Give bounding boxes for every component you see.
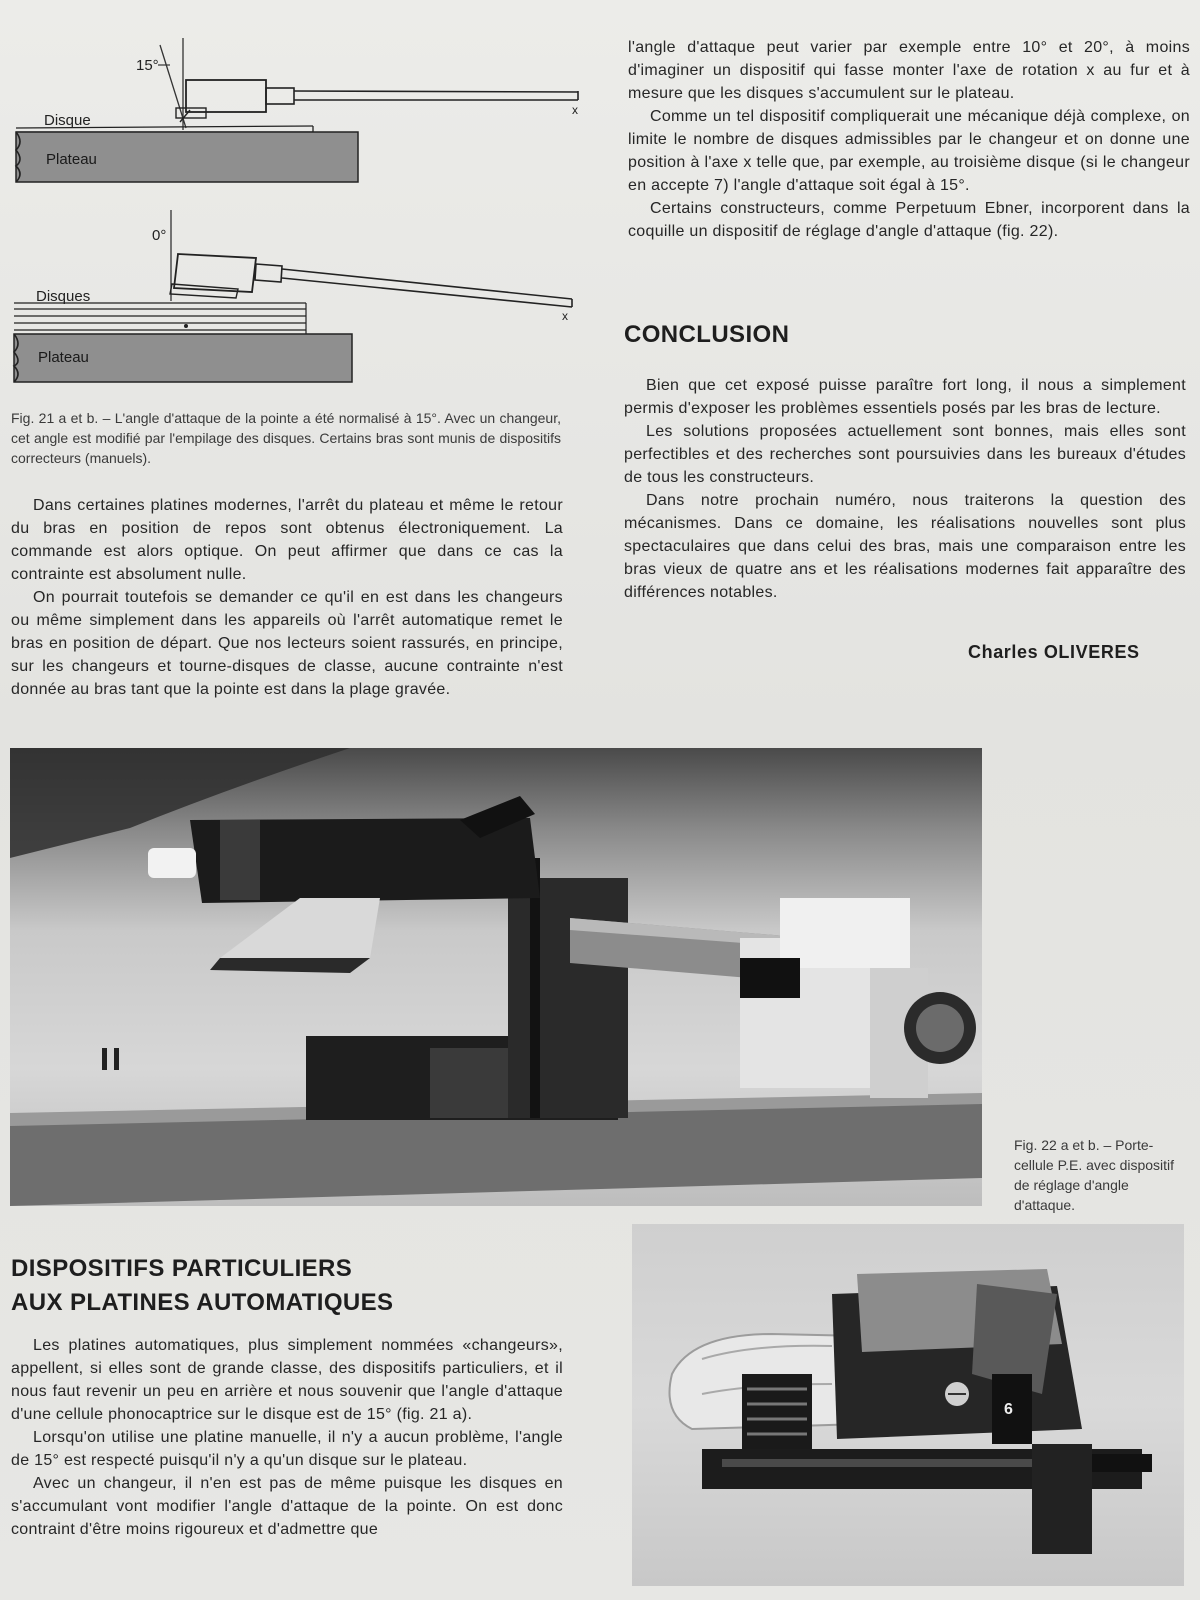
paragraph: Certains constructeurs, comme Perpetuum Ebner, incorporent dans la coquille un dispositif de réglage d'angle d'attaque (fig. 22).: [628, 200, 1190, 240]
figure-22a-photo: [10, 748, 982, 1206]
stylus-tip: [148, 848, 196, 878]
paragraph: Dans certaines platines modernes, l'arrêt du plateau et même le retour du bras en position de repos sont obtenus électroniquement. La commande est alors optique. On peut affirmer que dans ce cas la contrainte est absolument nulle.: [11, 497, 563, 583]
section-heading: [11, 1252, 431, 1320]
angle-label-0: 0°: [152, 227, 167, 244]
platter-label: Plateau: [46, 151, 97, 168]
cartridge-body: [186, 80, 266, 112]
section-automatic-text: [11, 1334, 563, 1541]
figure-21a-diagram: [8, 30, 598, 195]
conclusion-heading: CONCLUSION: [624, 321, 790, 348]
tonearm-headshell-illustration: [10, 748, 982, 1206]
paragraph: Lorsqu'on utilise une platine manuelle, il n'y a aucun problème, l'angle de 15° est respecté puisqu'il n'y a qu'un disque sur le plateau.: [11, 1429, 563, 1469]
figure-21-caption: Fig. 21 a et b. – L'angle d'attaque de la pointe a été normalisé à 15°. Avec un changeur, cet angle est modifié par l'empilage des disques. Certains bras sont munis de dispositifs correcteurs (manuels).: [11, 410, 561, 466]
cartridge-body: [174, 254, 256, 292]
headshell-detail-illustration: [632, 1224, 1184, 1586]
cartridge-wedge: [220, 898, 380, 958]
tonearm: [294, 91, 578, 92]
tonearm: [282, 269, 572, 299]
author-signature: Charles OLIVERES: [968, 642, 1140, 662]
dial-marking: 6: [1004, 1401, 1013, 1418]
figure-22b-photo: [632, 1224, 1184, 1586]
axis-x-label: x: [572, 103, 578, 117]
paragraph: l'angle d'attaque peut varier par exemple entre 10° et 20°, à moins d'imaginer un dispositif qui fasse monter l'axe de rotation x au fur et à mesure que les disques s'accumulent sur le plateau.: [628, 39, 1190, 102]
figure-21b-diagram: [6, 206, 596, 391]
platter-label: Plateau: [38, 349, 89, 366]
angle-label-15: 15°: [136, 57, 159, 74]
paragraph: On pourrait toutefois se demander ce qu'il en est dans les changeurs ou même simplement dans les appareils où l'arrêt automatique remet le bras en position de départ. Que nos lecteurs soient rassurés, en principe, sur les changeurs et tourne-disques de classe, aucune contrainte n'est donnée au bras tant que la pointe est dans la plage gravée.: [11, 589, 563, 698]
figure-22-caption: Fig. 22 a et b. – Porte-cellule P.E. avec dispositif de réglage d'angle d'attaque.: [1014, 1137, 1175, 1213]
paragraph: Avec un changeur, il n'en est pas de même puisque les disques en s'accumulant vont modifier l'angle d'attaque de la pointe. On est donc contraint d'être moins rigoureux et d'admettre que: [11, 1475, 563, 1538]
axis-x-label: x: [562, 309, 568, 323]
conclusion-text: [624, 374, 1186, 604]
section-heading-line-1: DISPOSITIFS PARTICULIERS: [11, 1255, 353, 1282]
left-column-top-text: [11, 494, 563, 701]
discs-label: Disques: [36, 288, 91, 305]
section-heading-line-2: AUX PLATINES AUTOMATIQUES: [11, 1289, 394, 1316]
angle-line: [160, 45, 186, 128]
paragraph: Les platines automatiques, plus simplement nommées «changeurs», appellent, si elles sont de grande classe, des dispositifs particuliers, et il nous faut revenir un peu en arrière et nous souvenir que l'angle d'attaque d'une cellule phonocaptrice sur le disque est de 15° (fig. 21 a).: [11, 1337, 563, 1423]
paragraph: Les solutions proposées actuellement sont bonnes, mais elles sont perfectibles et des recherches sont poursuivies dans les bureaux d'études de tous les constructeurs.: [624, 423, 1186, 486]
disc-label: Disque: [44, 112, 91, 129]
right-column-top-text: [628, 36, 1190, 243]
paragraph: Bien que cet exposé puisse paraître fort long, il nous a simplement permis d'exposer les problèmes essentiels posés par les bras de lecture.: [624, 377, 1186, 417]
paragraph: Dans notre prochain numéro, nous traiterons la question des mécanismes. Dans ce domaine, les réalisations nouvelles sont plus spectaculaires que dans celui des bras, mais une comparaison entre les bras vieux de quatre ans et les réalisations modernes fait apparaître des différences notables.: [624, 492, 1186, 601]
paragraph: Comme un tel dispositif compliquerait une mécanique déjà complexe, on limite le nombre de disques admissibles par le changeur et on donne une position à l'axe x telle que, par exemple, au troisième disque (si le changeur en accepte 7) l'angle d'attaque soit égal à 15°.: [628, 108, 1190, 194]
